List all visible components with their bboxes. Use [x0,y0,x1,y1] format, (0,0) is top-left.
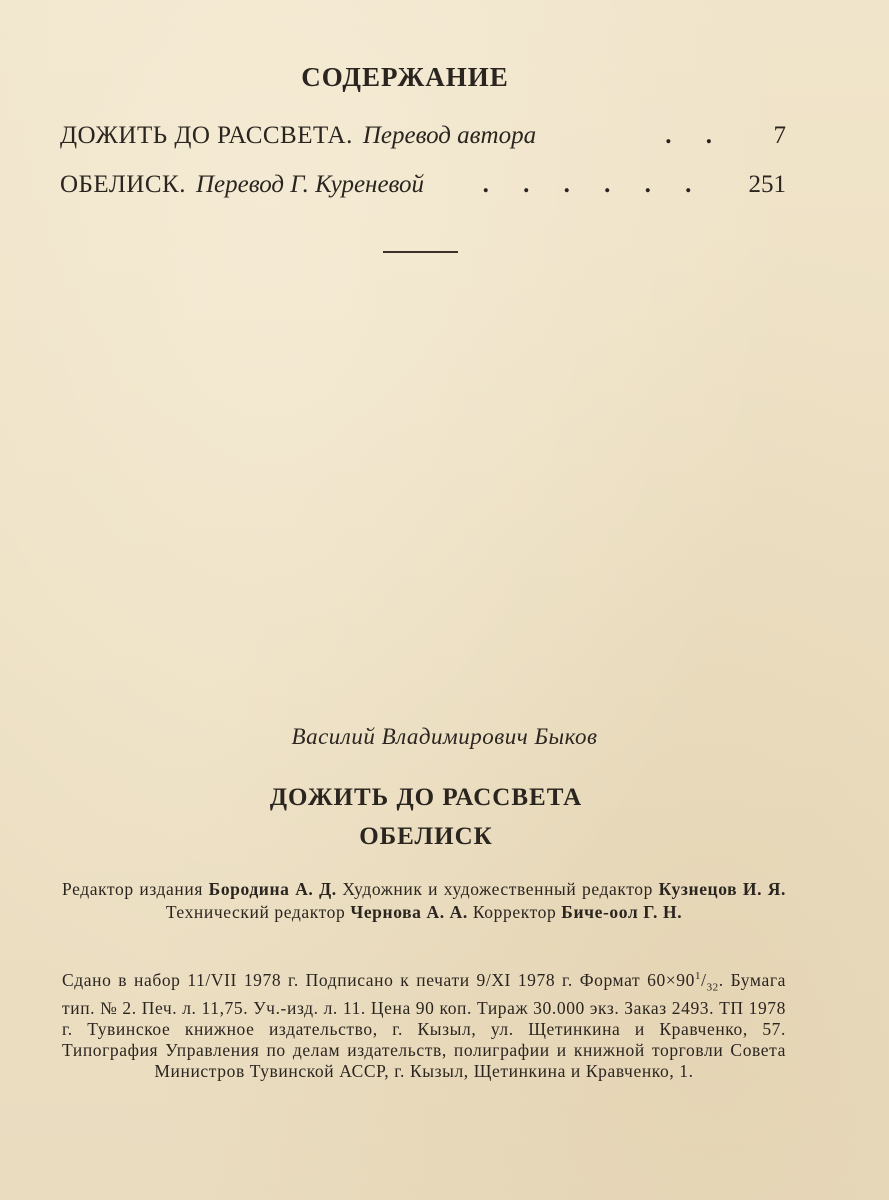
contents-heading: СОДЕРЖАНИЕ [301,62,509,92]
toc-entry-translation: Перевод Г. Куреневой [195,171,425,198]
format-denominator: 32 [706,981,719,994]
format-base: 60×90 [647,969,695,990]
toc-entry-work: ДОЖИТЬ ДО РАССВЕТА. [60,122,353,149]
tech-editor-name: Чернова А. А. [350,902,468,922]
imprint-rest: . Бумага тип. № 2. Печ. л. 11,75. Уч.-изд. л. 11. Цена 90 коп. Тираж 30.000 экз. Заказ 2493. ТП 1978 г. Тувинское книжное издательство, г. Кызыл, ул. Щетинкина и Кравченко, 57. Типография Управления по делам издательств, полиграфии и книжной торговли Совета Министров Тувинской АССР, г. Кызыл, Щетинкина и Кравченко, 1. [62,969,786,1082]
editor-label: Редактор издания [62,879,203,899]
toc-entry [60,122,786,158]
imprint-line-1: Сдано в набор 11/VII 1978 г. Подписано к печати 9/XI 1978 г. [62,969,573,990]
editor-name: Бородина А. Д. [208,879,337,899]
book-title-1: ДОЖИТЬ ДО РАССВЕТА [269,784,583,811]
toc-entry-page: 7 [773,122,786,149]
toc-entry-leader: . . . . . . [482,171,706,198]
author-name: Василий Владимирович Быков [291,724,598,749]
artist-label: Художник и художественный редактор [342,879,653,899]
format-value: $60\times 90^1/_{32}$ [647,969,719,994]
credits-block [62,878,786,924]
corrector-label: Корректор [472,902,557,922]
toc-entry-translation: Перевод автора [362,122,537,149]
section-divider [383,251,458,253]
artist-name: Кузнецов И. Я. [658,879,786,899]
toc-entry [60,171,786,207]
toc-entry-work: ОБЕЛИСК. [60,171,186,198]
toc-entry-page: 251 [748,171,786,198]
toc-entry-leader: . . [665,122,726,149]
imprint-block [62,966,786,1082]
tech-editor-label: Технический редактор [165,902,346,922]
format-numerator: 1 [694,970,702,982]
book-title-2: ОБЕЛИСК [359,823,493,850]
corrector-name: Биче-оол Г. Н. [561,902,683,922]
format-label: Формат [579,969,641,990]
